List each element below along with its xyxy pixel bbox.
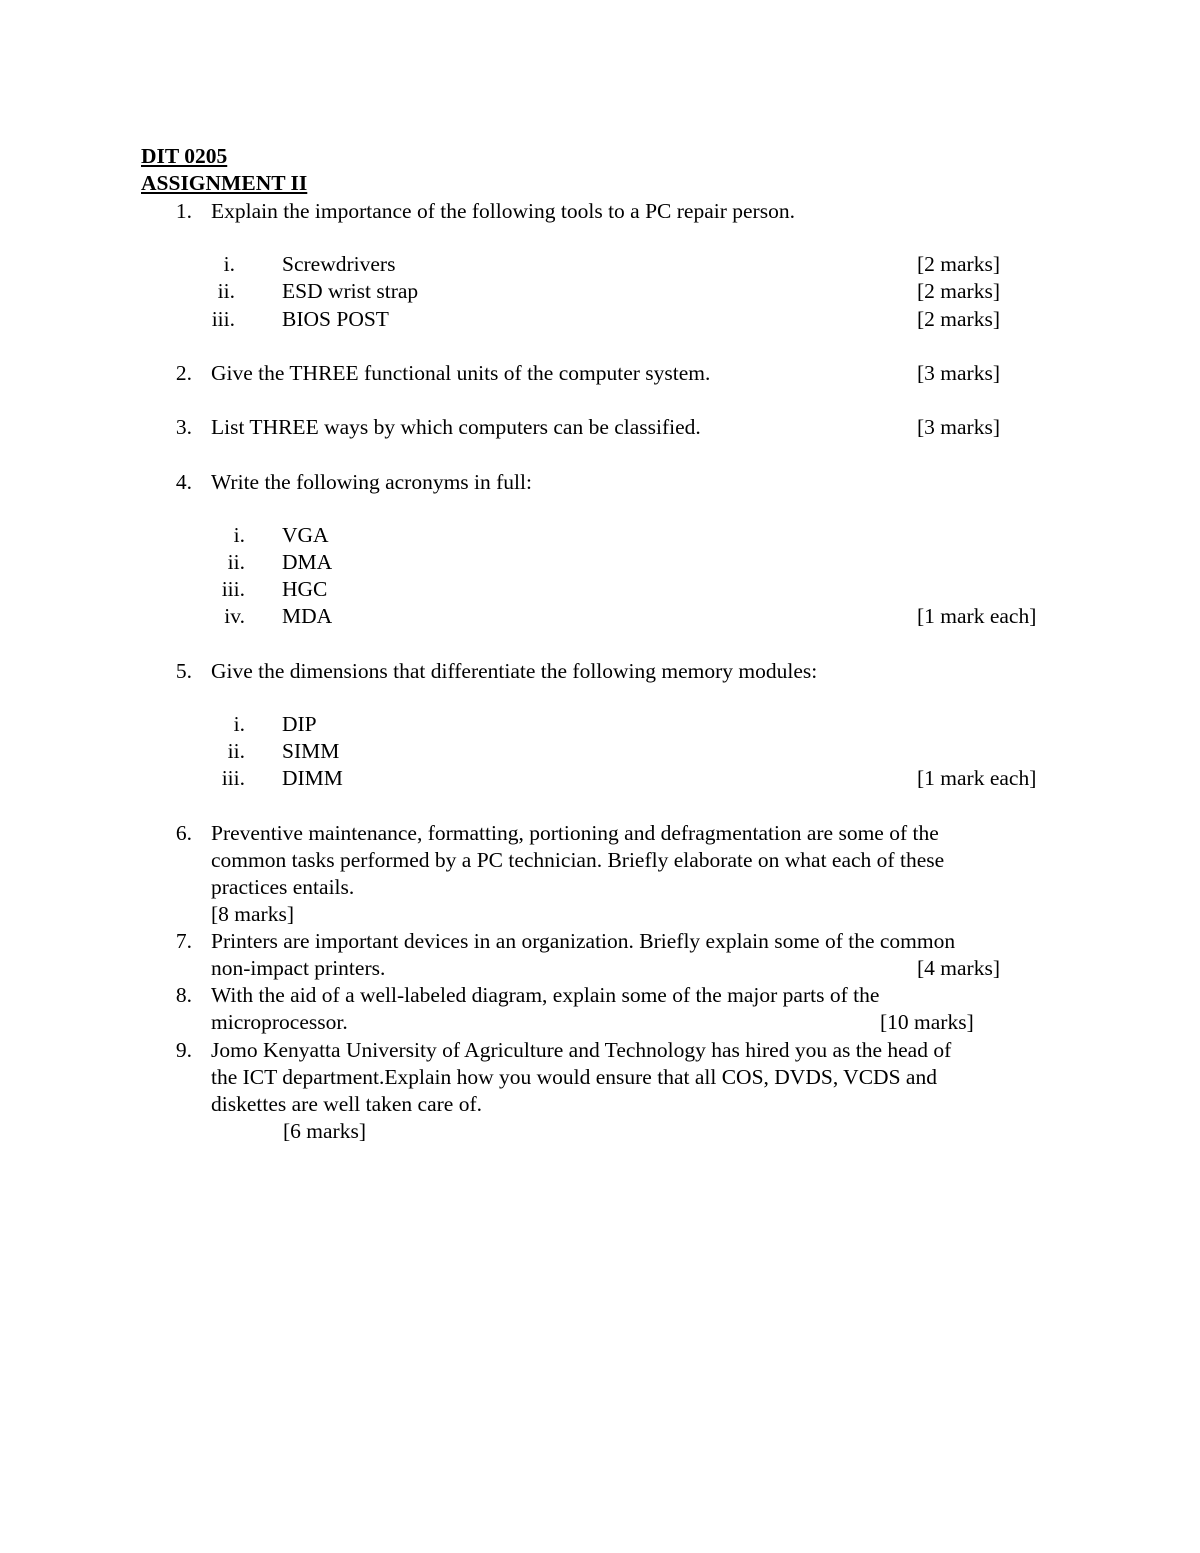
item-number: ii. — [227, 550, 245, 574]
question-marks: [8 marks] — [211, 902, 294, 926]
question-marks: [3 marks] — [917, 415, 1000, 439]
item-text: VGA — [282, 523, 329, 547]
item-number: iii. — [221, 577, 245, 601]
question-text: List THREE ways by which computers can be classified. — [211, 415, 701, 439]
question-text-line: microprocessor. — [211, 1010, 348, 1034]
item-text: DIP — [282, 712, 317, 736]
question-number: 2. — [175, 361, 192, 385]
item-number: iii. — [211, 307, 235, 331]
assignment-title: ASSIGNMENT II — [141, 171, 308, 195]
item-text: DIMM — [282, 766, 343, 790]
item-text: ESD wrist strap — [282, 279, 419, 303]
item-text: DMA — [282, 550, 333, 574]
item-number: ii. — [217, 279, 235, 303]
item-marks: [2 marks] — [917, 252, 1000, 276]
item-text: BIOS POST — [282, 307, 389, 331]
question-number: 4. — [175, 470, 192, 494]
item-number: i. — [223, 252, 235, 276]
item-text: SIMM — [282, 739, 340, 763]
question-text-line: With the aid of a well-labeled diagram, explain some of the major parts of the — [211, 983, 880, 1007]
question-marks: [1 mark each] — [917, 766, 1037, 790]
item-number: iii. — [221, 766, 245, 790]
item-text: HGC — [282, 577, 328, 601]
question-text: Write the following acronyms in full: — [211, 470, 532, 494]
question-text: Give the THREE functional units of the computer system. — [211, 361, 711, 385]
question-number: 6. — [175, 821, 192, 845]
question-number: 1. — [175, 199, 192, 223]
question-marks: [4 marks] — [917, 956, 1000, 980]
item-text: MDA — [282, 604, 333, 628]
item-number: ii. — [227, 739, 245, 763]
question-marks: [1 mark each] — [917, 604, 1037, 628]
item-marks: [2 marks] — [917, 279, 1000, 303]
item-text: Screwdrivers — [282, 252, 396, 276]
question-text-line: non-impact printers. — [211, 956, 386, 980]
question-marks: [6 marks] — [283, 1119, 366, 1143]
question-text: Explain the importance of the following tools to a PC repair person. — [211, 199, 795, 223]
question-text-line: diskettes are well taken care of. — [211, 1092, 483, 1116]
question-text-line: common tasks performed by a PC technician. Briefly elaborate on what each of these — [211, 848, 945, 872]
item-number: iv. — [224, 604, 245, 628]
question-number: 8. — [175, 983, 192, 1007]
question-text-line: the ICT department.Explain how you would ensure that all COS, DVDS, VCDS and — [211, 1065, 937, 1089]
item-number: i. — [233, 712, 245, 736]
question-text-line: Preventive maintenance, formatting, portioning and defragmentation are some of the — [211, 821, 939, 845]
question-number: 5. — [175, 659, 192, 683]
question-text-line: Jomo Kenyatta University of Agriculture and Technology has hired you as the head of — [211, 1038, 952, 1062]
item-number: i. — [233, 523, 245, 547]
question-number: 3. — [175, 415, 192, 439]
question-text-line: Printers are important devices in an organization. Briefly explain some of the common — [211, 929, 956, 953]
question-text-line: practices entails. — [211, 875, 355, 899]
question-text: Give the dimensions that differentiate the following memory modules: — [211, 659, 818, 683]
item-marks: [2 marks] — [917, 307, 1000, 331]
question-marks: [10 marks] — [880, 1010, 974, 1034]
question-number: 7. — [175, 929, 192, 953]
question-marks: [3 marks] — [917, 361, 1000, 385]
question-number: 9. — [175, 1038, 192, 1062]
course-code: DIT 0205 — [141, 144, 228, 168]
